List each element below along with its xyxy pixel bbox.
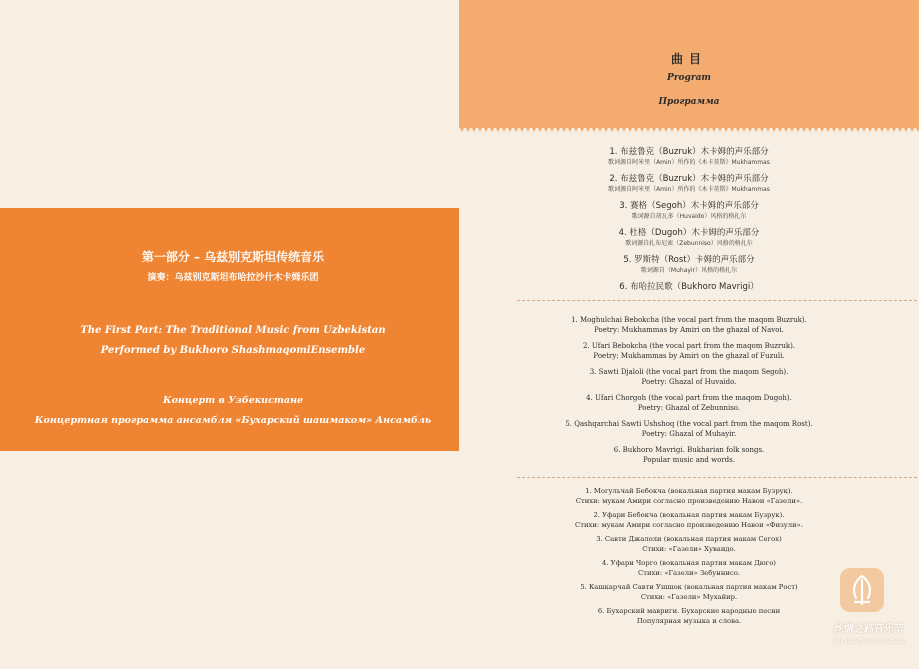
item-line-1: 6. Bukhoro Mavrigi. Bukharian folk songs. — [613, 446, 765, 454]
item-title: 6. 布哈拉民歌（Bukhoro Mavrigi） — [619, 282, 759, 292]
list-item — [459, 368, 919, 387]
zigzag-edge — [459, 126, 919, 134]
festival-logo-icon — [840, 568, 884, 612]
item-title: 5. 罗斯特（Rost）卡姆的声乐部分 — [623, 255, 755, 265]
list-item — [459, 146, 919, 167]
list-item — [459, 316, 919, 335]
item-title: 2. 布兹鲁克（Buzruk）木卡姆的声乐部分 — [609, 174, 769, 184]
item-line-1: 6. Бухарский мавриги. Бухарские народные песни — [597, 607, 781, 615]
part-cn-title: 第一部分 – 乌兹别克斯坦传统音乐 — [141, 250, 325, 264]
list-item — [459, 535, 919, 554]
item-line-1: 2. Ufari Bebokcha (the vocal part from the maqom Buzruk). — [582, 342, 796, 350]
item-line-1: 3. Sawti Djaloli (the vocal part from the maqom Segoh). — [589, 368, 789, 376]
part-ru-performer: Концертная программа ансамбля «Бухарский шашмаком» Ансамбль — [34, 415, 432, 426]
list-item — [459, 487, 919, 506]
item-subtitle: 歌词源自胡瓦多（Huvaido）风格的格扎尔 — [631, 213, 747, 220]
part-ru-title: Концерт в Узбекистане — [162, 395, 304, 406]
list-item — [459, 511, 919, 530]
list-item — [459, 394, 919, 413]
watermark-title: 丝绸之路音乐节 — [834, 624, 904, 635]
item-title: 4. 杜格（Dugoh）木卡姆的声乐部分 — [618, 228, 760, 238]
list-item — [459, 446, 919, 465]
item-line-2: Poetry: Mukhammas by Amiri on the ghazal of Navoi. — [594, 325, 784, 334]
part-cn-performer: 演奏：乌兹别克斯坦布哈拉沙什木卡姆乐团 — [147, 273, 319, 283]
part-en-title: The First Part: The Traditional Music from Uzbekistan — [80, 325, 386, 336]
item-subtitle: 歌词源自扎布尼索（Zebunniso）风格的格扎尔 — [625, 240, 753, 247]
program-title-cn: 曲目 — [670, 52, 707, 66]
item-line-2: Стихи: «Газели» Зебуннисо. — [638, 568, 740, 577]
item-line-2: Poetry: Ghazal of Muhayir. — [641, 429, 737, 438]
part-en-performer: Performed by Bukhoro ShashmaqomiEnsemble — [100, 345, 366, 356]
item-line-2: Popular music and words. — [643, 455, 735, 464]
item-line-1: 1. Могульчай Бебокча (вокальная партия макам Бузрук). — [585, 487, 793, 495]
program-list-cn — [459, 146, 919, 299]
item-subtitle: 歌词源自（Muhayir）风格的格扎尔 — [640, 267, 738, 274]
section-divider — [517, 477, 917, 478]
item-line-2: Популярная музыка и слова. — [636, 616, 742, 625]
item-subtitle: 歌词源自阿米里（Amin）所作的《木卡莫斯》Mukhammas — [608, 159, 770, 166]
item-line-2: Стихи: «Газели» Мухайир. — [640, 592, 738, 601]
program-list-en — [459, 316, 919, 472]
item-title: 1. 布兹鲁克（Buzruk）木卡姆的声乐部分 — [609, 147, 769, 157]
item-title: 3. 赛格（Segoh）木卡姆的声乐部分 — [619, 201, 759, 211]
item-line-2: Poetry: Ghazal of Zebunniso. — [637, 403, 741, 412]
item-line-2: Стихи: «Газели» Хуваидо. — [642, 544, 736, 553]
program-header — [459, 0, 919, 128]
item-line-1: 5. Кашкарчай Савти Ушшок (вокальная партия макам Рост) — [580, 583, 798, 591]
right-page — [459, 0, 919, 669]
part-ru-text — [0, 391, 466, 431]
part-en-text — [0, 321, 466, 361]
item-line-1: 3. Савти Джалоли (вокальная партия макам Сегох) — [596, 535, 782, 543]
program-title-ru: Программа — [658, 97, 720, 107]
list-item — [459, 173, 919, 194]
list-item — [459, 420, 919, 439]
item-line-1: 1. Moghulchai Bebokcha (the vocal part from the maqom Buzruk). — [571, 316, 807, 324]
item-line-1: 4. Ufari Chorgoh (the vocal part from the maqom Dugoh). — [586, 394, 792, 402]
item-line-1: 4. Уфари Чорго (вокальная партия макам Дюго) — [602, 559, 776, 567]
list-item — [459, 254, 919, 275]
part-one-banner — [0, 208, 466, 451]
list-item — [459, 227, 919, 248]
section-divider — [517, 300, 917, 301]
program-title-en: Program — [667, 73, 711, 83]
watermark-subtitle: Silk Road Music Festival — [833, 638, 905, 645]
item-line-2: Стихи: мукам Амири согласно произведению Навои «Газели». — [575, 496, 803, 505]
list-item — [459, 342, 919, 361]
item-line-1: 2. Уфари Бебокча (вокальная партия макам Бузрук). — [593, 511, 785, 519]
item-line-2: Poetry: Mukhammas by Amiri on the ghazal of Fuzuli. — [593, 351, 785, 360]
list-item — [459, 200, 919, 221]
item-subtitle: 歌词源自阿米里（Amin）所作的《木卡莫斯》Mukhammas — [608, 186, 770, 193]
item-line-2: Poetry: Ghazal of Huvaido. — [641, 377, 737, 386]
item-line-2: Стихи: мукам Амири согласно произведению Навои «Физули». — [575, 520, 803, 529]
left-page — [0, 0, 459, 669]
list-item — [459, 281, 919, 293]
item-line-1: 5. Qashqarchai Sawti Ushshoq (the vocal part from the maqom Rost). — [565, 420, 813, 428]
